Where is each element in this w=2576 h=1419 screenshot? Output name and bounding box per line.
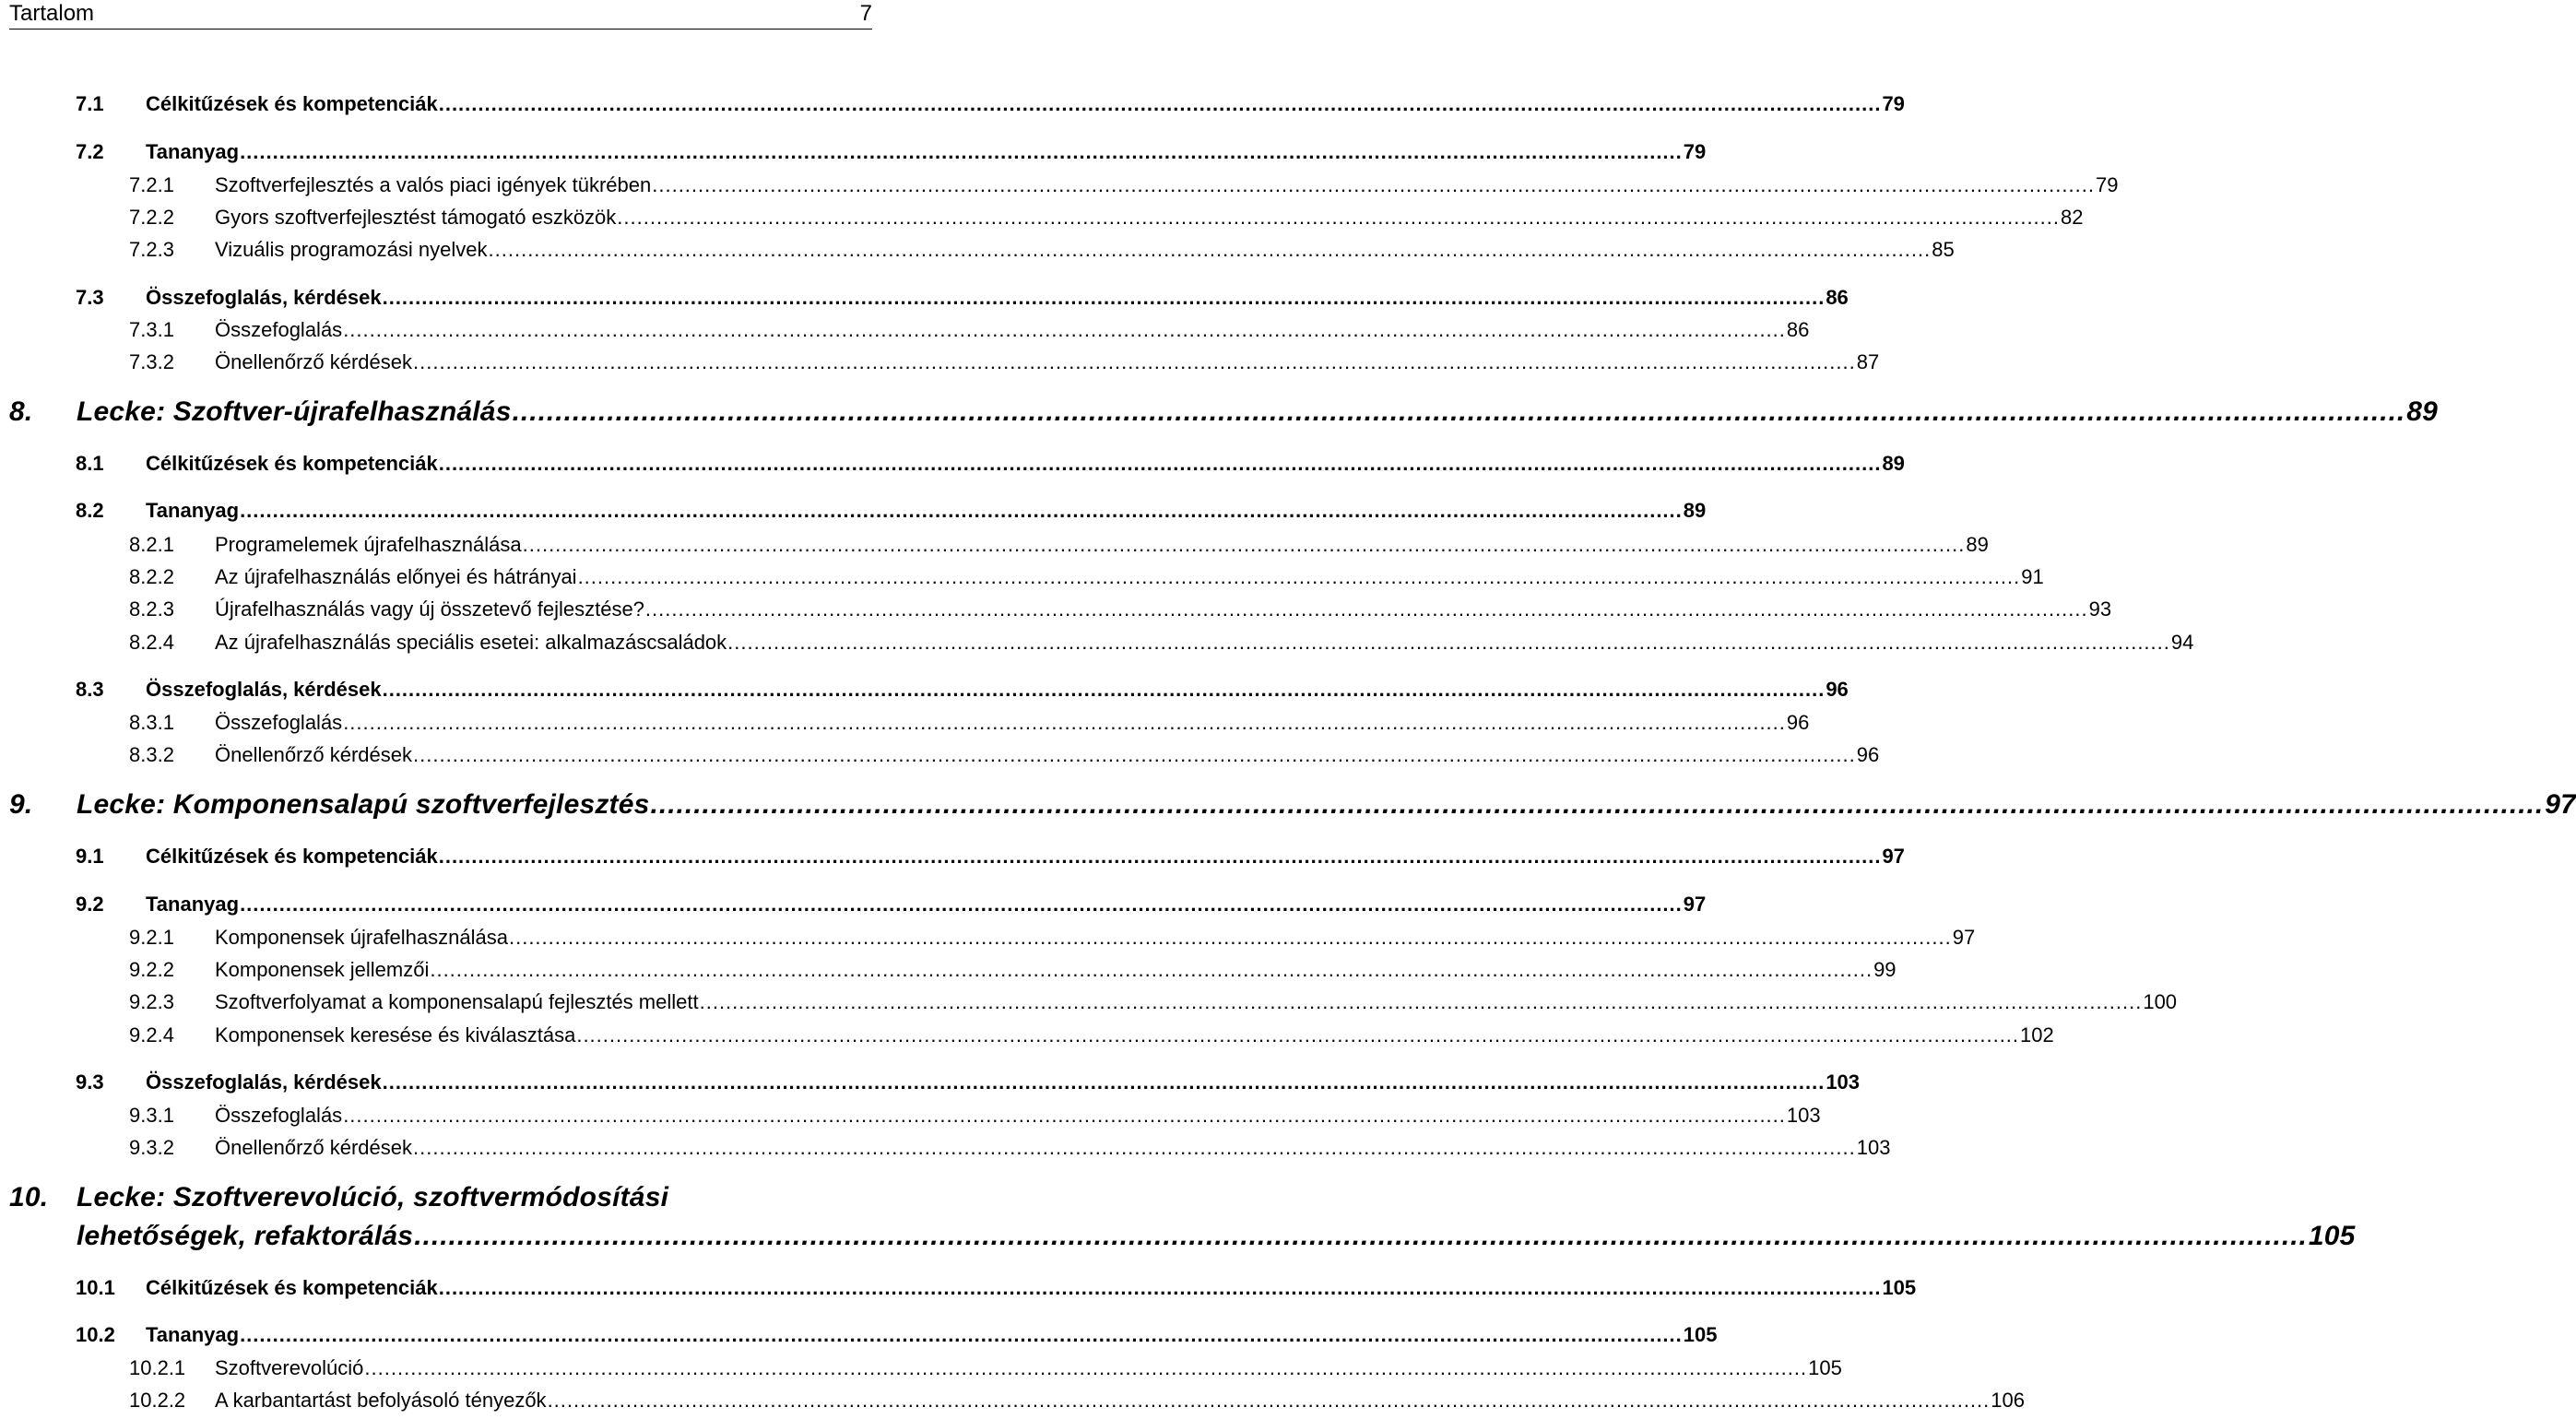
toc-leader: ............................................................................................................................................................................................................................: [240, 140, 1683, 163]
header-page-number: 7: [859, 1, 872, 26]
toc-number: 8.1: [76, 452, 104, 475]
toc-entry[interactable]: [129, 1136, 1891, 1160]
toc-number: 9.2.2: [129, 958, 174, 981]
toc-page: 100: [2143, 990, 2178, 1013]
toc-title: Lecke: Szoftver-újrafelhasználás: [77, 396, 512, 427]
toc-title: Vizuális programozási nyelvek: [215, 238, 488, 261]
toc-number: 9.2.1: [129, 926, 174, 949]
toc-entry-line2[interactable]: [77, 1221, 2356, 1252]
toc-title: Célkitűzések és kompetenciák: [146, 845, 438, 868]
toc-page: 102: [2020, 1023, 2054, 1047]
toc-entry[interactable]: [9, 789, 2576, 821]
toc-leader: ............................................................................................................................................................................................................................: [438, 845, 1882, 868]
toc-page: 103: [1826, 1070, 1861, 1094]
toc-page: 85: [1932, 238, 1955, 261]
toc-number: 10.: [9, 1182, 49, 1212]
toc-entry[interactable]: [76, 1323, 1718, 1347]
toc-page: 97: [1882, 845, 1905, 868]
toc-number: 9.: [9, 789, 33, 820]
toc-title: Az újrafelhasználás előnyei és hátrányai: [215, 565, 577, 588]
toc-title: Célkitűzések és kompetenciák: [146, 92, 438, 115]
toc-leader: ............................................................................................................................................................................................................................: [488, 238, 1932, 261]
toc-entry[interactable]: [76, 452, 1905, 476]
toc-entry[interactable]: [76, 678, 1849, 702]
toc-page: 86: [1786, 318, 1810, 341]
toc-entry[interactable]: [76, 1276, 1917, 1300]
toc-page: 96: [1826, 678, 1849, 701]
toc-number: 8.3: [76, 678, 104, 701]
toc-title: Önellenőrző kérdések: [215, 743, 413, 766]
toc-number: 9.3: [76, 1070, 104, 1094]
toc-number: 7.1: [76, 92, 104, 115]
toc-page: 79: [1882, 92, 1905, 115]
toc-number: 10.2: [76, 1323, 115, 1346]
toc-page: 97: [1683, 893, 1707, 916]
toc-page: 96: [1856, 743, 1880, 766]
toc-leader: ............................................................................................................................................................................................................................: [438, 92, 1882, 115]
header-title: Tartalom: [9, 1, 95, 26]
toc-number: 9.2.4: [129, 1023, 174, 1047]
toc-number: 8.2.2: [129, 565, 174, 588]
toc-leader: ............................................................................................................................................................................................................................: [240, 893, 1683, 916]
toc-number: 9.3.2: [129, 1136, 174, 1159]
toc-page: 97: [2545, 789, 2576, 820]
toc-entry[interactable]: [129, 173, 2119, 197]
toc-page: 105: [1683, 1323, 1718, 1346]
toc-leader: ............................................................................................................................................................................................................................: [413, 1136, 1856, 1159]
toc-leader: ............................................................................................................................................................................................................................: [699, 990, 2143, 1013]
toc-entry[interactable]: [129, 597, 2112, 621]
toc-page: 106: [1991, 1389, 2025, 1412]
toc-leader: ............................................................................................................................................................................................................................: [508, 926, 1952, 949]
toc-page: 105: [1808, 1356, 1842, 1379]
toc-page: 105: [2308, 1221, 2356, 1251]
toc-title: Tananyag: [146, 140, 240, 163]
toc-number: 8.3.2: [129, 743, 174, 766]
toc-leader: ............................................................................................................................................................................................................................: [577, 565, 2021, 588]
toc-entry[interactable]: [129, 1356, 1842, 1380]
toc-entry[interactable]: [129, 533, 1989, 557]
toc-title: Összefoglalás: [215, 318, 343, 341]
toc-entry[interactable]: [129, 206, 2084, 230]
toc-leader: ............................................................................................................................................................................................................................: [727, 631, 2170, 654]
toc-title: Összefoglalás, kérdések: [146, 1070, 382, 1094]
toc-entry[interactable]: [129, 958, 1897, 982]
toc-entry[interactable]: [129, 565, 2044, 589]
toc-leader: ............................................................................................................................................................................................................................: [414, 1221, 2308, 1251]
toc-entry[interactable]: [129, 631, 2194, 655]
toc-title: Újrafelhasználás vagy új összetevő fejlesztése?: [215, 597, 644, 621]
toc-page: 99: [1873, 958, 1897, 981]
toc-leader: ............................................................................................................................................................................................................................: [382, 1070, 1826, 1094]
toc-leader: ............................................................................................................................................................................................................................: [522, 533, 1966, 556]
toc-page: 105: [1882, 1276, 1917, 1299]
toc-entry[interactable]: [76, 140, 1707, 164]
toc-leader: ............................................................................................................................................................................................................................: [343, 318, 1786, 341]
toc-leader: ............................................................................................................................................................................................................................: [652, 173, 2095, 196]
toc-leader: ............................................................................................................................................................................................................................: [343, 711, 1786, 734]
toc-leader: ............................................................................................................................................................................................................................: [512, 396, 2406, 427]
toc-title-continued: lehetőségek, refaktorálás: [77, 1221, 414, 1251]
toc-leader: ............................................................................................................................................................................................................................: [413, 350, 1856, 373]
toc-leader: ............................................................................................................................................................................................................................: [438, 1276, 1882, 1299]
toc-title: Gyors szoftverfejlesztést támogató eszközök: [215, 206, 617, 229]
toc-title: Komponensek keresése és kiválasztása: [215, 1023, 576, 1047]
toc-entry[interactable]: [129, 990, 2178, 1014]
toc-title: Összefoglalás, kérdések: [146, 678, 382, 701]
toc-page: 89: [1882, 452, 1905, 475]
toc-entry[interactable]: [129, 926, 1976, 950]
toc-leader: ............................................................................................................................................................................................................................: [364, 1356, 1808, 1379]
toc-title: Tananyag: [146, 893, 240, 916]
toc-title: Tananyag: [146, 1323, 240, 1346]
toc-page: 103: [1856, 1136, 1891, 1159]
toc-entry[interactable]: [76, 92, 1905, 116]
toc-page: 89: [1683, 499, 1707, 522]
toc-leader: ............................................................................................................................................................................................................................: [650, 789, 2545, 820]
toc-entry[interactable]: [129, 711, 1810, 735]
toc-number: 8.: [9, 396, 33, 427]
toc-title: A karbantartást befolyásoló tényezők: [215, 1389, 547, 1412]
toc-title: Az újrafelhasználás speciális esetei: alkalmazáscsaládok: [215, 631, 727, 654]
toc-number: 7.3: [76, 286, 104, 309]
toc-number: 9.2.3: [129, 990, 174, 1013]
toc-number: 7.3.1: [129, 318, 174, 341]
toc-title: Szoftverfejlesztés a valós piaci igények tükrében: [215, 173, 652, 196]
toc-leader: ............................................................................................................................................................................................................................: [576, 1023, 2020, 1047]
toc-entry[interactable]: [9, 396, 2439, 428]
toc-number: 7.2.2: [129, 206, 174, 229]
toc-number: 9.2: [76, 893, 104, 916]
toc-page: 96: [1786, 711, 1810, 734]
toc-number: 10.2.1: [129, 1356, 186, 1379]
toc-leader: ............................................................................................................................................................................................................................: [547, 1389, 1991, 1412]
toc-title: Szoftverfolyamat a komponensalapú fejlesztés mellett: [215, 990, 699, 1013]
toc-leader: ............................................................................................................................................................................................................................: [438, 452, 1882, 475]
toc-leader: ............................................................................................................................................................................................................................: [430, 958, 1873, 981]
toc-number: 8.2.4: [129, 631, 174, 654]
toc-title: Célkitűzések és kompetenciák: [146, 1276, 438, 1299]
toc-title: Célkitűzések és kompetenciák: [146, 452, 438, 475]
toc-entry[interactable]: [129, 350, 1880, 374]
toc-title: Lecke: Komponensalapú szoftverfejlesztés: [77, 789, 650, 820]
toc-number: 7.2: [76, 140, 104, 163]
toc-leader: ............................................................................................................................................................................................................................: [644, 597, 2088, 621]
toc-page: 93: [2088, 597, 2112, 621]
toc-entry[interactable]: [76, 286, 1849, 310]
toc-entry[interactable]: [76, 845, 1905, 869]
toc-number: 10.2.2: [129, 1389, 186, 1412]
toc-number: 8.2.3: [129, 597, 174, 621]
toc-title: Komponensek jellemzői: [215, 958, 430, 981]
toc-title: Önellenőrző kérdések: [215, 1136, 413, 1159]
toc-number: 9.1: [76, 845, 104, 868]
toc-page: 89: [2406, 396, 2439, 427]
toc-page: 79: [1683, 140, 1707, 163]
toc-entry-line1[interactable]: [9, 1182, 876, 1213]
toc-entry[interactable]: [76, 893, 1707, 916]
toc-entry[interactable]: [129, 238, 1955, 262]
toc-page: 86: [1826, 286, 1849, 309]
toc-title: Komponensek újrafelhasználása: [215, 926, 508, 949]
toc-title: Lecke: Szoftverevolúció, szoftvermódosítási: [77, 1182, 669, 1212]
toc-number: 9.3.1: [129, 1104, 174, 1127]
toc-number: 7.2.3: [129, 238, 174, 261]
toc-entry[interactable]: [129, 318, 1810, 342]
toc-number: 8.2: [76, 499, 104, 522]
toc-number: 7.2.1: [129, 173, 174, 196]
toc-leader: ............................................................................................................................................................................................................................: [240, 499, 1683, 522]
toc-page: 79: [2095, 173, 2119, 196]
toc-page: 97: [1952, 926, 1976, 949]
toc-leader: ............................................................................................................................................................................................................................: [343, 1104, 1786, 1127]
toc-entry[interactable]: [129, 1104, 1821, 1128]
toc-entry[interactable]: [129, 1023, 2054, 1047]
toc-page: 103: [1786, 1104, 1821, 1127]
toc-number: 8.2.1: [129, 533, 174, 556]
toc-entry[interactable]: [76, 1070, 1861, 1094]
toc-leader: ............................................................................................................................................................................................................................: [382, 678, 1826, 701]
toc-entry[interactable]: [129, 743, 1880, 767]
toc-number: 7.3.2: [129, 350, 174, 373]
toc-entry[interactable]: [129, 1389, 2025, 1413]
toc-title: Szoftverevolúció: [215, 1356, 364, 1379]
toc-entry[interactable]: [76, 499, 1707, 523]
toc-leader: ............................................................................................................................................................................................................................: [413, 743, 1856, 766]
toc-number: 8.3.1: [129, 711, 174, 734]
toc-title: Tananyag: [146, 499, 240, 522]
toc-title: Önellenőrző kérdések: [215, 350, 413, 373]
toc-page: 87: [1856, 350, 1880, 373]
toc-leader: ............................................................................................................................................................................................................................: [240, 1323, 1683, 1346]
toc-title: Programelemek újrafelhasználása: [215, 533, 522, 556]
toc-number: 10.1: [76, 1276, 115, 1299]
toc-page: 89: [1966, 533, 1989, 556]
toc-page: 91: [2021, 565, 2044, 588]
toc-title: Összefoglalás, kérdések: [146, 286, 382, 309]
toc-leader: ............................................................................................................................................................................................................................: [617, 206, 2061, 229]
toc-page: 82: [2061, 206, 2084, 229]
toc-title: Összefoglalás: [215, 711, 343, 734]
toc-leader: ............................................................................................................................................................................................................................: [382, 286, 1826, 309]
toc-title: Összefoglalás: [215, 1104, 343, 1127]
toc-page: 94: [2170, 631, 2194, 654]
